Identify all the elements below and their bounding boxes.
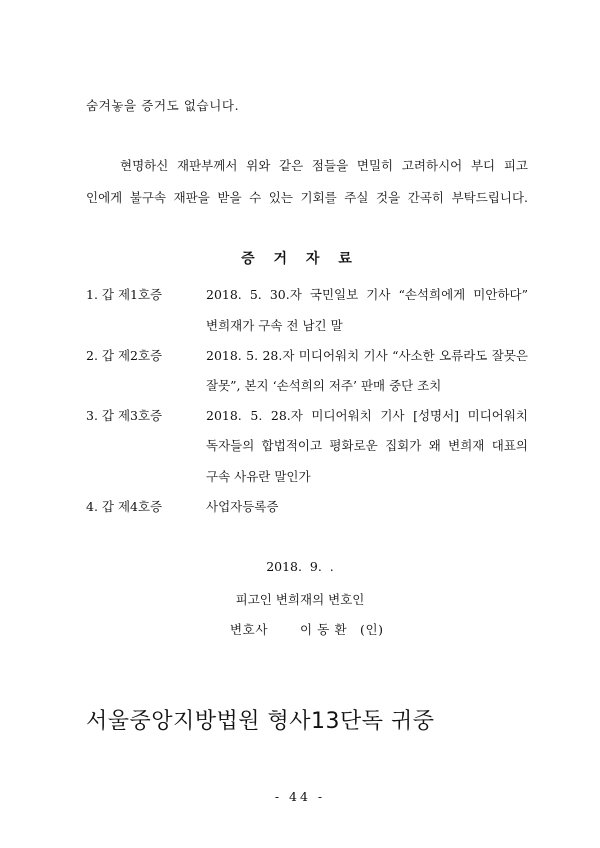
evidence-text-3-line-2: 독자들의 합법적이고 평화로운 집회가 왜 변희재 대표의 xyxy=(206,438,528,453)
counsel-role: 피고인 변희재의 변호인 xyxy=(235,592,365,607)
evidence-text-1-line-2: 변희재가 구속 전 남긴 말 xyxy=(206,318,343,333)
evidence-text-4-line-1: 사업자등록증 xyxy=(206,499,279,514)
evidence-label-2: 2. 갑 제2호증 xyxy=(86,348,163,363)
body-line-1: 숨겨놓을 증거도 없습니다. xyxy=(86,98,240,113)
page-number: - 44 - xyxy=(274,789,326,804)
evidence-text-3-line-3: 구속 사유란 말인가 xyxy=(206,469,311,484)
body-paragraph-line-1: 현명하신 재판부께서 위와 같은 점들을 면밀히 고려하시어 부디 피고 xyxy=(120,158,528,173)
evidence-label-1: 1. 갑 제1호증 xyxy=(86,287,163,302)
filing-date: 2018. 9. . xyxy=(266,559,334,574)
evidence-label-3: 3. 갑 제3호증 xyxy=(86,408,163,423)
evidence-text-3-line-1: 2018. 5. 28.자 미디어워치 기사 [성명서] 미디어워치 xyxy=(206,408,528,423)
lawyer-name: 이 동 환 xyxy=(300,622,348,637)
body-paragraph-line-2: 인에게 불구속 재판을 받을 수 있는 기회를 주실 것을 간곡히 부탁드립니다. xyxy=(86,190,528,205)
evidence-title: 증 거 자 료 xyxy=(241,251,359,267)
lawyer-title: 변호사 xyxy=(230,622,269,637)
evidence-text-2-line-2: 잘못”, 본지 ‘손석희의 저주’ 판매 중단 조치 xyxy=(206,378,442,393)
evidence-text-1-line-1: 2018. 5. 30.자 국민일보 기사 “손석희에게 미안하다” xyxy=(206,287,528,302)
evidence-label-4: 4. 갑 제4호증 xyxy=(86,499,163,514)
evidence-text-2-line-1: 2018. 5. 28.자 미디어워치 기사 “사소한 오류라도 잘못은 xyxy=(206,348,528,363)
court-addressee: 서울중앙지방법원 형사13단독 귀중 xyxy=(86,709,435,734)
seal-mark: (인) xyxy=(360,622,384,637)
